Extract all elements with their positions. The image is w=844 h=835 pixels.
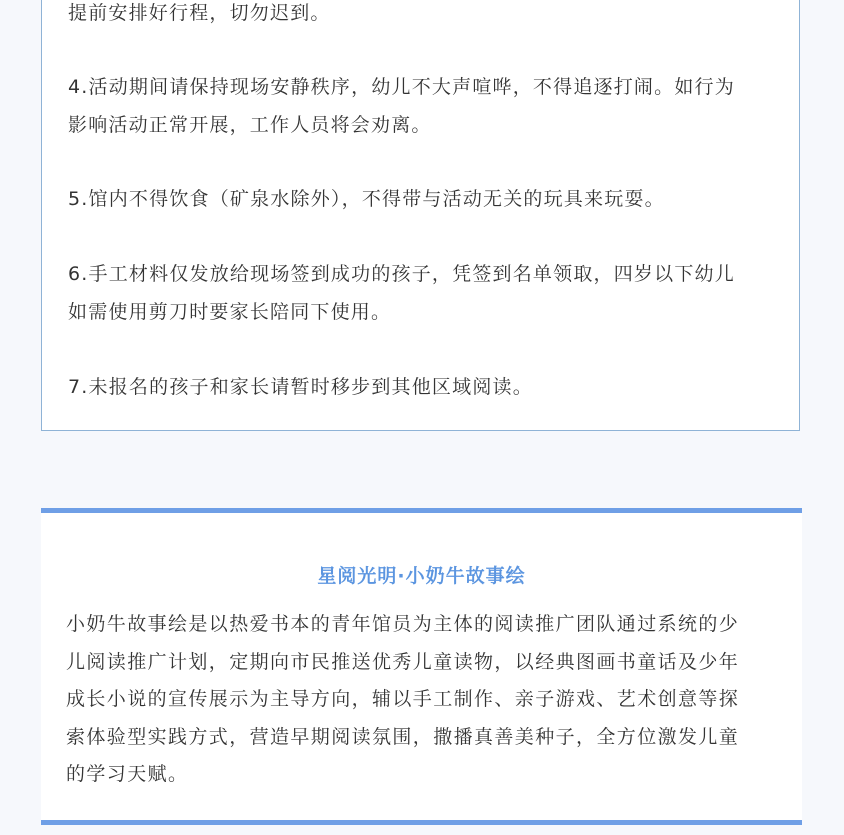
rule-6 [68,255,782,331]
intro-paragraph [66,606,780,794]
text-line: 索体验型实践方式，营造早期阅读氛围，撒播真善美种子，全方位激发儿童 [66,725,740,748]
text-line: 提前安排好行程，切勿迟到。 [68,2,331,24]
bottom-divider [41,820,802,825]
text-line: 7.未报名的孩子和家长请暂时移步到其他区域阅读。 [68,376,533,398]
text-line: 成长小说的宣传展示为主导方向，辅以手工制作、亲子游戏、艺术创意等探 [66,688,740,711]
rule-7 [68,368,782,406]
text-line: 4.活动期间请保持现场安静秩序，幼儿不大声喧哗，不得追逐打闹。如行为 [68,76,735,98]
rules-box [41,0,800,431]
text-line: 6.手工材料仅发放给现场签到成功的孩子，凭签到名单领取，四岁以下幼儿 [68,263,735,285]
section-title: 星阅光明·小奶牛故事绘 [317,565,526,587]
text-line: 5.馆内不得饮食（矿泉水除外），不得带与活动无关的玩具来玩耍。 [68,188,665,210]
rule-5 [68,180,782,218]
rule-4 [68,68,782,144]
rule-3-continuation [68,0,782,32]
intro-box [41,508,802,824]
top-divider [41,508,802,513]
text-line: 的学习天赋。 [66,763,189,786]
text-line: 影响活动正常开展，工作人员将会劝离。 [68,114,432,136]
text-line: 儿阅读推广计划，定期向市民推送优秀儿童读物，以经典图画书童话及少年 [66,650,740,673]
text-line: 如需使用剪刀时要家长陪同下使用。 [68,301,392,323]
text-line: 小奶牛故事绘是以热爱书本的青年馆员为主体的阅读推广团队通过系统的少 [66,613,740,635]
